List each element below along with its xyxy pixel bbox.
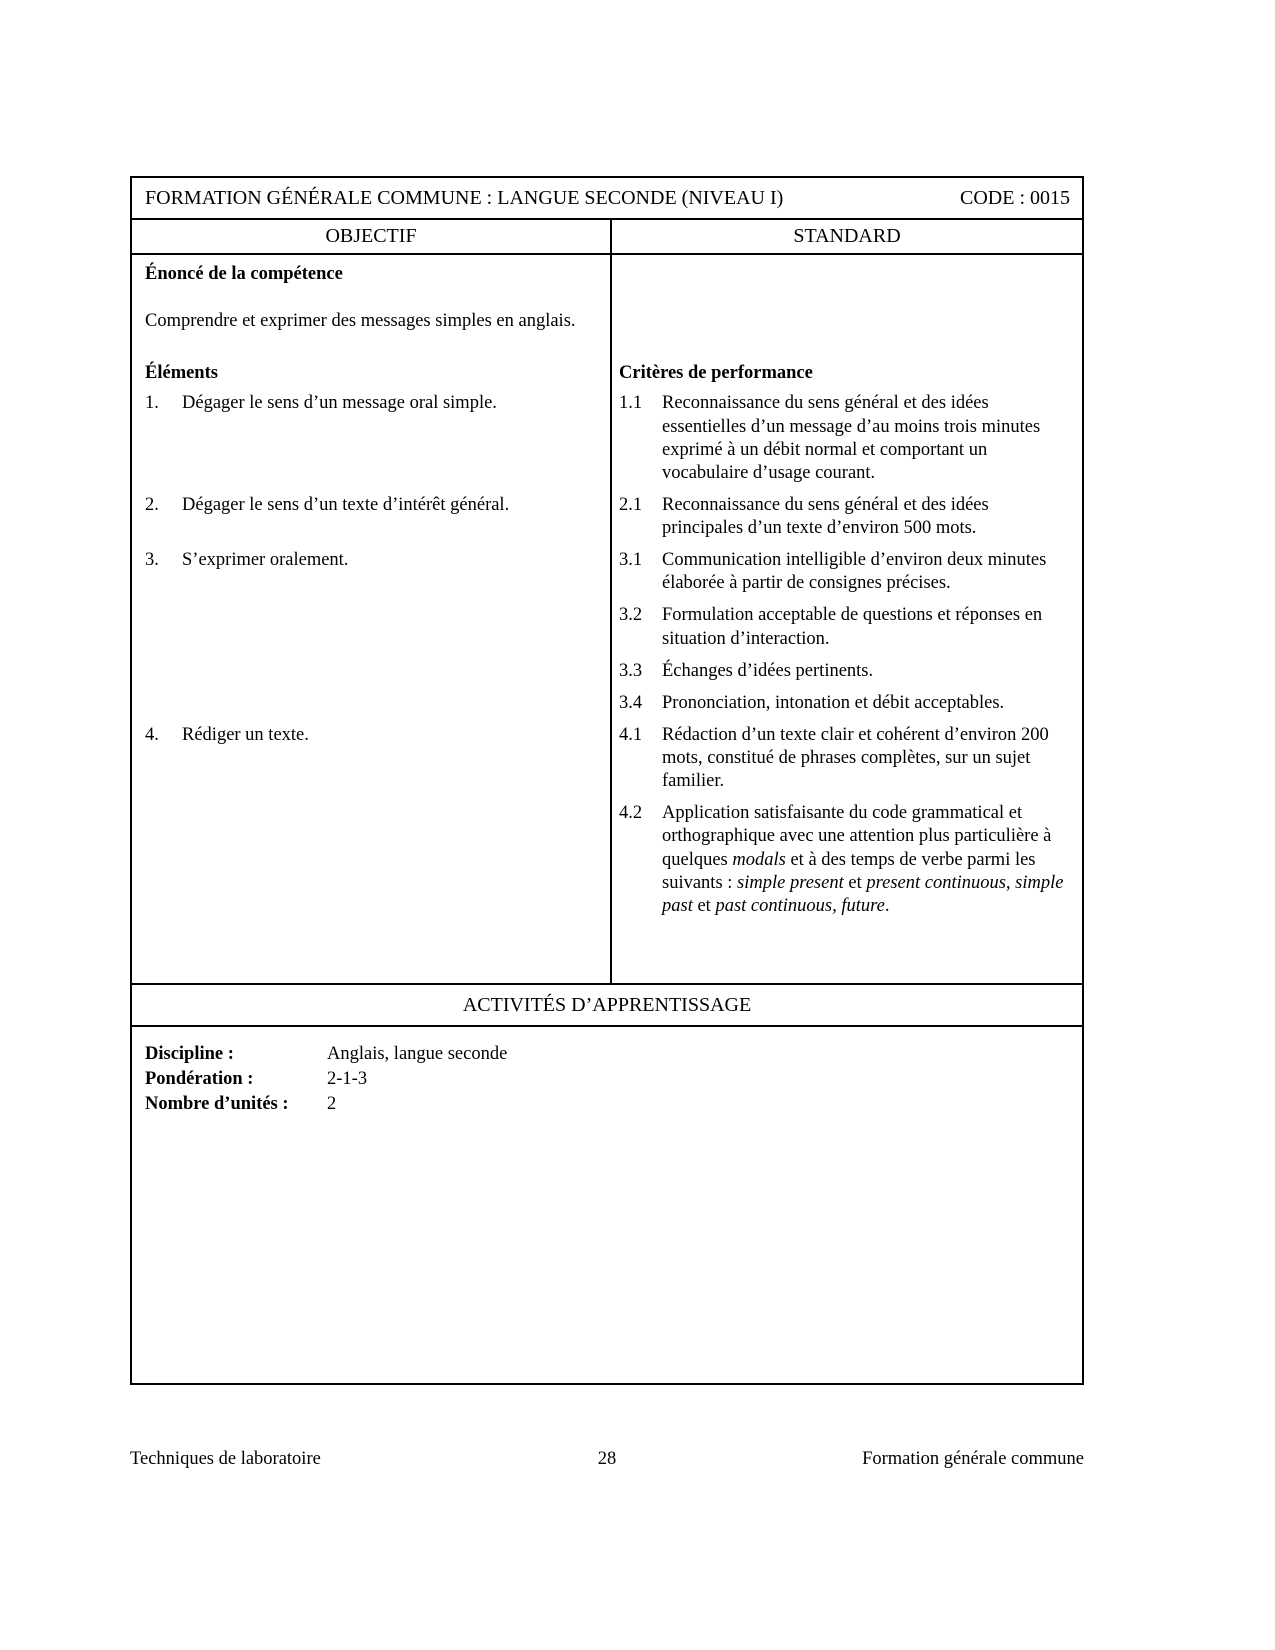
ponderation-field <box>145 1067 1068 1092</box>
criterion-number: 3.2 <box>619 605 643 626</box>
criteria-cell <box>612 549 1082 724</box>
element-cell <box>132 392 612 494</box>
criterion-text <box>662 392 1073 485</box>
element-text: Rédiger un texte. <box>182 724 309 745</box>
criteres-heading: Critères de performance <box>619 363 813 384</box>
criterion-text <box>662 660 1073 683</box>
criterion-italic-segment: present continuous, simple past <box>662 872 1064 916</box>
criterion-segment: et <box>843 872 867 893</box>
criterion-number: 3.4 <box>619 692 643 713</box>
criterion-italic-segment: past continuous, future <box>715 895 885 916</box>
discipline-field <box>145 1042 1068 1067</box>
table-body <box>132 255 1082 985</box>
criterion-italic-segment: modals <box>732 849 786 870</box>
criterion-number: 1.1 <box>619 393 643 414</box>
criterion-item <box>619 660 1073 683</box>
criterion-item <box>619 549 1073 595</box>
unites-value: 2 <box>327 1094 337 1114</box>
column-headers <box>132 220 1082 255</box>
footer-right: Formation générale commune <box>862 1449 1084 1469</box>
subheadings-row <box>132 362 1082 385</box>
criterion-text <box>662 802 1073 918</box>
enonce-text: Comprendre et exprimer des messages simples en anglais. <box>145 311 576 332</box>
criterion-text <box>662 724 1073 793</box>
objective-standard-row <box>132 724 1082 927</box>
criterion-item <box>619 604 1073 650</box>
element-cell <box>132 724 612 927</box>
page-footer <box>130 1448 1084 1471</box>
criterion-segment: Reconnaissance du sens général et des idées essentielles d’un message d’au moins trois minutes exprimé à un débit normal et comportant un vocabulaire d’usage courant. <box>662 393 1041 483</box>
course-code: CODE : 0015 <box>960 186 1070 209</box>
criterion-item <box>619 724 1073 793</box>
criterion-text <box>662 692 1073 715</box>
elements-heading: Éléments <box>145 363 218 384</box>
criterion-segment: Application satisfaisante du code grammatical et orthographique avec une attention plus particulière à quelques <box>662 803 1052 870</box>
criterion-item <box>619 802 1073 918</box>
element-text: Dégager le sens d’un texte d’intérêt général. <box>182 494 510 515</box>
objective-standard-row <box>132 392 1082 494</box>
criterion-number: 2.1 <box>619 494 643 515</box>
criterion-item <box>619 692 1073 715</box>
unites-label: Nombre d’unités : <box>145 1094 289 1114</box>
footer-page-number: 28 <box>597 1449 617 1469</box>
element-cell <box>132 549 612 724</box>
criterion-segment: et à des temps de verbe parmi les suivants : <box>662 849 1036 893</box>
criterion-text <box>662 604 1073 650</box>
activites-section-header: ACTIVITÉS D’APPRENTISSAGE <box>132 985 1082 1027</box>
element-number: 3. <box>145 550 159 571</box>
element-text: S’exprimer oralement. <box>182 550 349 571</box>
table-title-row <box>132 178 1082 220</box>
criteria-cell <box>612 494 1082 549</box>
ponderation-value: 2-1-3 <box>327 1069 368 1089</box>
criteria-cell <box>612 724 1082 927</box>
criterion-segment: . <box>884 895 890 916</box>
objectif-column-header: OBJECTIF <box>132 220 612 253</box>
criterion-segment: Communication intelligible d’environ deux minutes élaborée à partir de consignes précises. <box>662 550 1047 594</box>
discipline-value: Anglais, langue seconde <box>327 1044 508 1064</box>
criterion-text <box>662 549 1073 595</box>
discipline-label: Discipline : <box>145 1044 234 1064</box>
enonce-title: Énoncé de la compétence <box>145 264 343 284</box>
program-table <box>130 176 1084 1385</box>
criterion-segment: Prononciation, intonation et débit acceptables. <box>662 692 1005 713</box>
criterion-italic-segment: simple present <box>737 872 844 893</box>
unites-field <box>145 1092 1068 1117</box>
element-cell <box>132 494 612 549</box>
element-number: 1. <box>145 393 159 414</box>
activites-section-body <box>132 1027 1082 1383</box>
objective-standard-row <box>132 549 1082 724</box>
ponderation-label: Pondération : <box>145 1069 254 1089</box>
criteria-cell <box>612 392 1082 494</box>
element-number: 2. <box>145 494 159 515</box>
objective-standard-row <box>132 494 1082 549</box>
criterion-segment: Reconnaissance du sens général et des idées principales d’un texte d’environ 500 mots. <box>662 494 989 538</box>
criterion-text <box>662 494 1073 540</box>
element-text: Dégager le sens d’un message oral simple. <box>182 393 497 414</box>
criterion-segment: Échanges d’idées pertinents. <box>662 660 874 681</box>
footer-left: Techniques de laboratoire <box>130 1449 321 1469</box>
criterion-number: 3.1 <box>619 550 643 571</box>
criterion-item <box>619 392 1073 485</box>
criterion-segment: Formulation acceptable de questions et réponses en situation d’interaction. <box>662 605 1043 649</box>
rows-container <box>132 392 1082 927</box>
criterion-number: 4.2 <box>619 803 643 824</box>
element-number: 4. <box>145 724 159 745</box>
standard-column-header: STANDARD <box>793 225 901 247</box>
criterion-segment: et <box>692 895 716 916</box>
enonce-section <box>132 255 612 333</box>
criterion-segment: Rédaction d’un texte clair et cohérent d’environ 200 mots, constitué de phrases complètes, sur un sujet familier. <box>662 724 1049 792</box>
course-title: FORMATION GÉNÉRALE COMMUNE : LANGUE SECONDE (NIVEAU I) <box>145 186 784 209</box>
criterion-item <box>619 494 1073 540</box>
criterion-number: 3.3 <box>619 660 643 681</box>
criterion-number: 4.1 <box>619 724 643 745</box>
column-divider <box>610 255 612 983</box>
